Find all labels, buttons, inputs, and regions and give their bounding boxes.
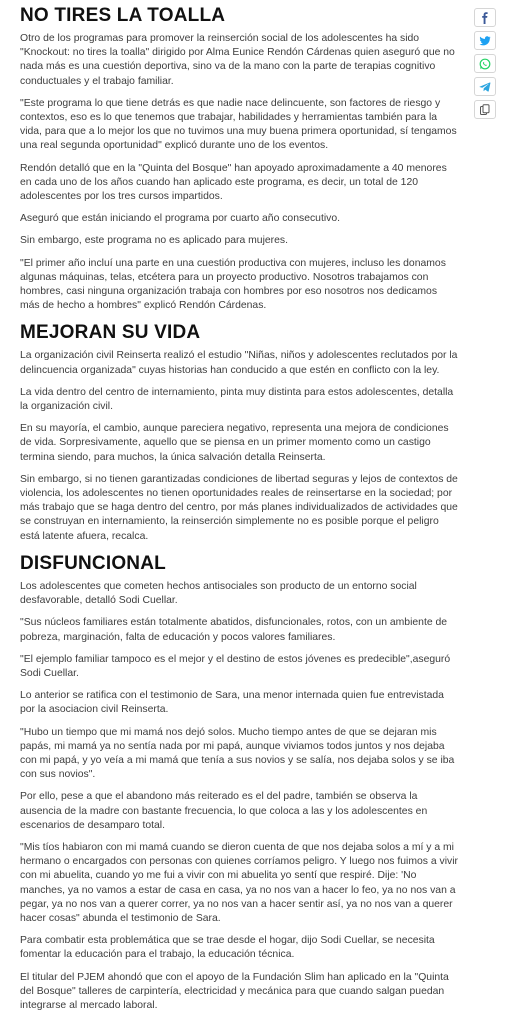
- paragraph: "Este programa lo que tiene detrás es que nadie nace delincuente, son factores de riesgo y contextos, eso es lo que tenemos que trabajar, habilidades y herramientas también para la vida, para que a lo mejor los que no tuvimos una muy buena primera oportunidad, sí tengamos una real segunda oportunidad" explicó durante uno de los eventos.: [20, 97, 457, 152]
- paragraph: En su mayoría, el cambio, aunque pareciera negativo, representa una mejora de condiciones de vida. Sorpresivamente, aquello que se piensa en un primer momento como un castigo termina siendo, para muchos, la única salvación detalla Reinserta.: [20, 423, 449, 463]
- paragraph: El titular del PJEM ahondó que con el apoyo de la Fundación Slim han aplicado en la "Quinta del Bosque" talleres de carpintería, electricidad y mecánica para que cuando salgan puedan integrarse al mercado laboral.: [20, 971, 449, 1011]
- telegram-share-button[interactable]: [474, 77, 496, 96]
- paragraph: Los adolescentes que cometen hechos antisociales son producto de un entorno social desfavorable, detalló Sodi Cuellar.: [20, 580, 417, 607]
- copy-link-button[interactable]: [474, 100, 496, 119]
- paragraph: Aseguró que están iniciando el programa por cuarto año consecutivo.: [20, 213, 340, 225]
- paragraph: La organización civil Reinserta realizó el estudio "Niñas, niños y adolescentes reclutados por la delincuencia organizada" cuyas historias han conducido a que estén en conflicto con la ley.: [20, 350, 458, 376]
- twitter-share-button[interactable]: [474, 31, 496, 50]
- paragraph: "Sus núcleos familiares están totalmente abatidos, disfuncionales, rotos, con un ambiente de pobreza, marginación, falta de educación y pocos valores familiares.: [20, 617, 448, 643]
- section-heading: DISFUNCIONAL: [20, 552, 166, 574]
- section-heading: NO TIRES LA TOALLA: [20, 5, 226, 26]
- facebook-share-button[interactable]: [474, 8, 496, 27]
- paragraph: Sin embargo, este programa no es aplicado para mujeres.: [20, 235, 288, 247]
- section-heading: MEJORAN SU VIDA: [20, 322, 201, 344]
- facebook-icon: [479, 12, 491, 24]
- paragraph: Para combatir esta problemática que se trae desde el hogar, dijo Sodi Cuellar, se necesita fomentar la educación para el trabajo, la educación técnica.: [20, 935, 435, 961]
- paragraph: "Hubo un tiempo que mi mamá nos dejó solos. Mucho tiempo antes de que se dejaran mis papás, mi mamá ya no sentía nada por mi papá, aunque viviamos todos juntos y nos dejaba con mi papá, y yo veía a mi mamá que tenía a sus novios y se salía, nos dejaba solos y se iba con sus novios".: [20, 726, 455, 781]
- paragraph: Sin embargo, si no tienen garantizadas condiciones de libertad seguras y lejos de contextos de violencia, los adolescentes no tienen oportunidades reales de reinsertarse en la sociedad; por más trabajo que se haga dentro del centro, por más planes individualizados de actividades que se construyan en internamiento, la reinserción simplemente no es posible porque el peligro está latente afuera, recalca.: [20, 473, 458, 542]
- article-body: [20, 0, 458, 1021]
- paragraph: La vida dentro del centro de internamiento, pinta muy distinta para estos adolescentes, detalla la organización civil.: [20, 386, 454, 413]
- paragraph: "El primer año incluí una parte en una cuestión productiva con mujeres, incluso les donamos algunas máquinas, telas, etcétera para un proyecto productivo. Nosotros trabajamos con hombres, casi ninguna organización trabaja con hombres por eso nosotros nos dedicamos más de hecho a hombres" explicó Rendón Cárdenas.: [20, 257, 446, 312]
- paragraph: Otro de los programas para promover la reinserción social de los adolescentes ha sido "Knockout: no tires la toalla" dirigido por Alma Eunice Rendón Cárdenas quien aseguró que no nada más es una cuestión deportiva, sino va de la mano con la parte de terapias cognitivo conductuales y el trabajo familiar.: [20, 33, 455, 87]
- paragraph: Lo anterior se ratifica con el testimonio de Sara, una menor internada quien fue entrevistada por la asociacion civil Reinserta.: [20, 690, 444, 716]
- copy-link-icon: [479, 104, 491, 116]
- paragraph: Rendón detalló que en la "Quinta del Bosque" han apoyado aproximadamente a 40 menores en cada uno de los años cuando han aplicado este programa, es decir, un total de 120 adolescentes por los tres cursos impartidos.: [20, 162, 447, 203]
- share-bar: [474, 8, 498, 119]
- whatsapp-share-button[interactable]: [474, 54, 496, 73]
- paragraph: "El ejemplo familiar tampoco es el mejor y el destino de estos jóvenes es predecible",aseguró Sodi Cuellar.: [20, 653, 451, 679]
- telegram-icon: [479, 81, 491, 93]
- paragraph: "Mis tíos habiaron con mi mamá cuando se dieron cuenta de que nos dejaba solos a mí y a mi hermano o encargados con personas con quienes corríamos peligro. Y luego nos fuimos a vivir con mi abuelita, cuando yo me fui a vivir con mi abuelita yo sentí que respiré. Dije: 'No manches, ya no vamos a estar de casa en casa, ya no nos van a hacer lo feo, ya no nos van a pegar, ya no nos van a querer correr, ya no nos van a hacer sentir así, ya no nos van a querer hacer cosas" abunda el testimonio de Sara.: [20, 841, 459, 924]
- paragraph: Por ello, pese a que el abandono más reiterado es el del padre, también se observa la ausencia de la madre con bastante frecuencia, lo que coloca a las y los adolescentes en escenarios de desamparo total.: [20, 791, 428, 831]
- twitter-icon: [479, 35, 491, 47]
- whatsapp-icon: [479, 58, 491, 70]
